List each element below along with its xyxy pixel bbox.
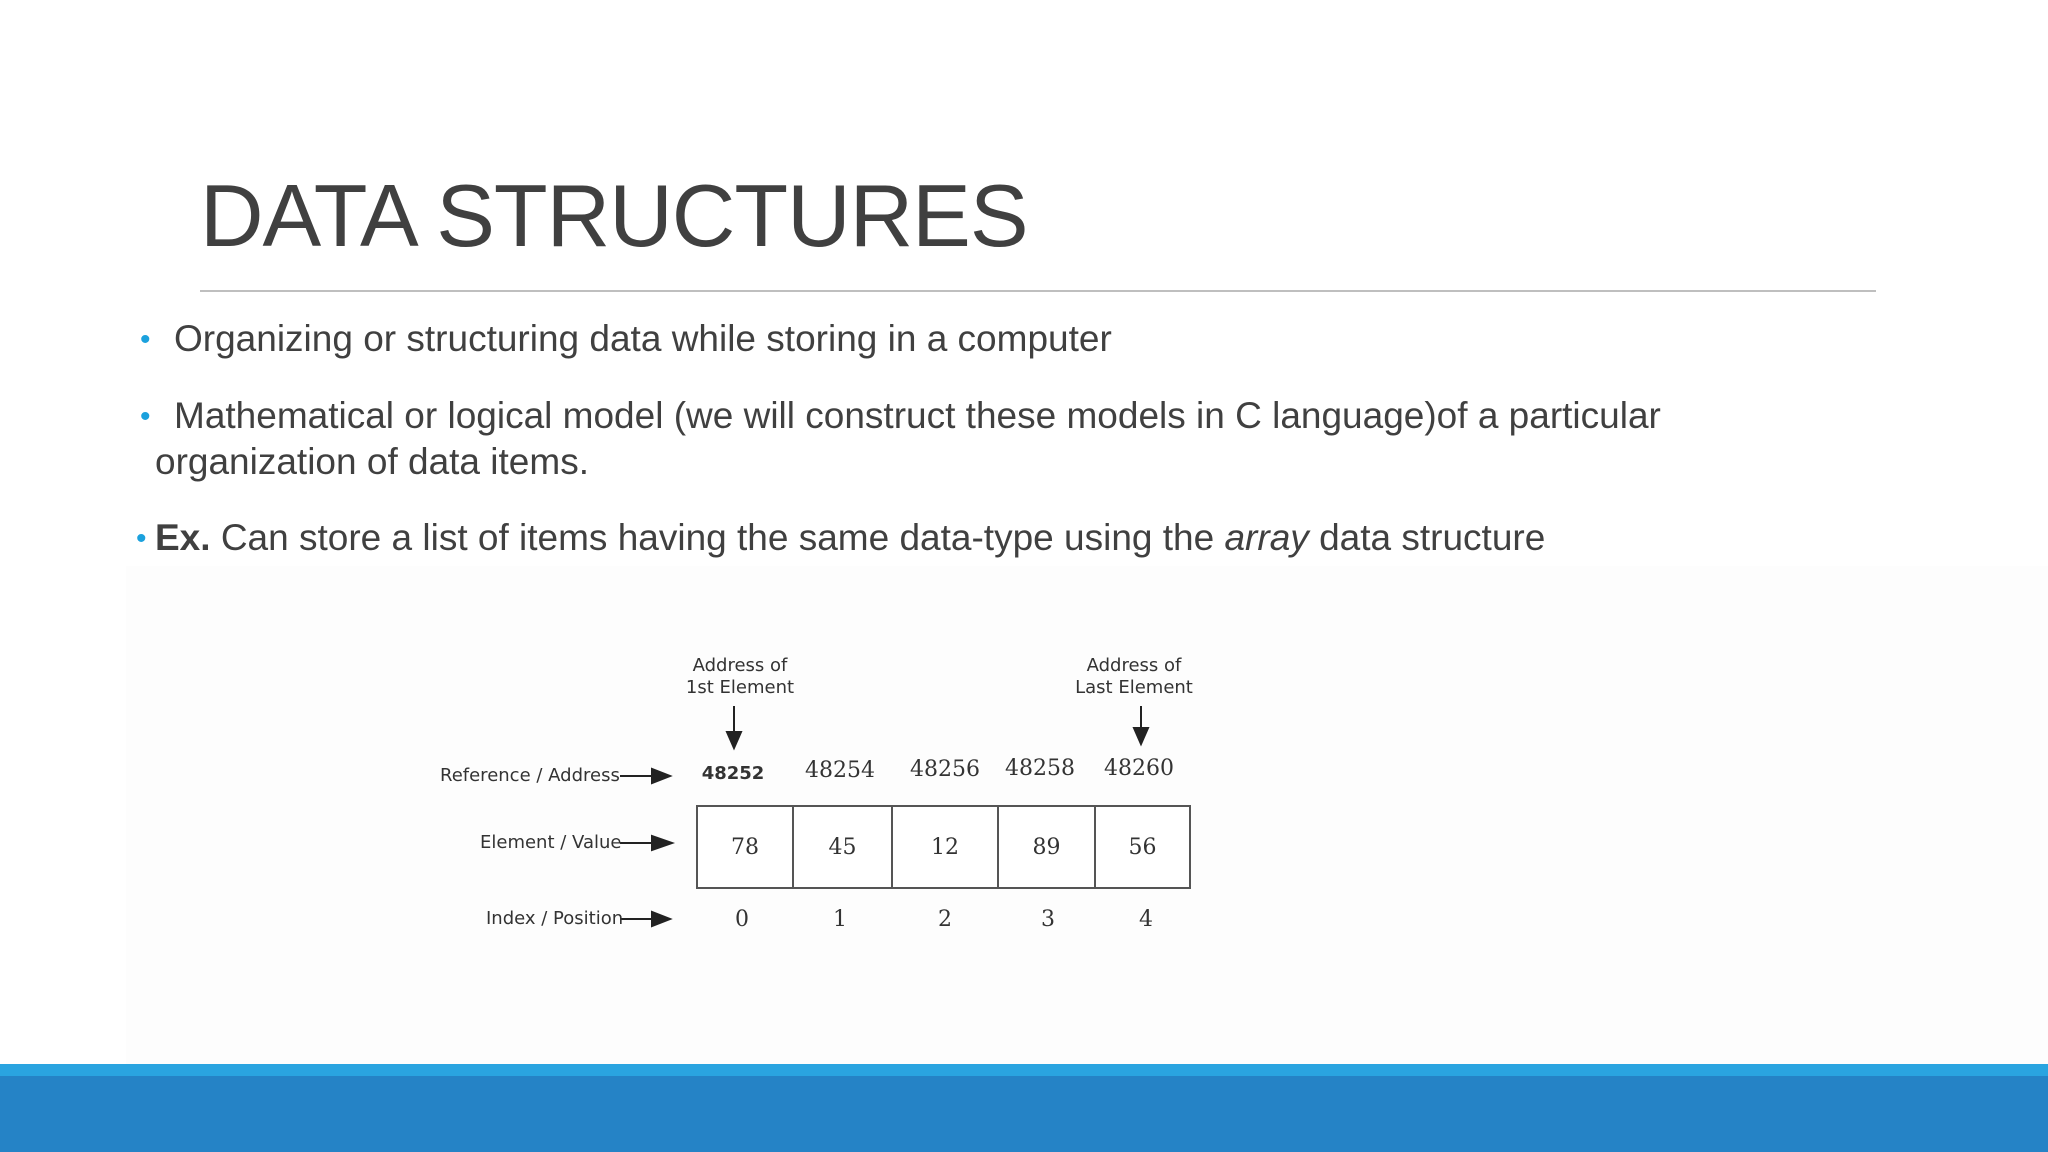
index-row-label: Index / Position xyxy=(486,908,624,929)
address-cell: 48258 xyxy=(1005,756,1075,781)
index-cell: 0 xyxy=(735,907,749,932)
array-cell: 45 xyxy=(792,805,893,889)
right-arrow-icon xyxy=(620,769,670,783)
bullet-2-line-1: Mathematical or logical model (we will construct these models in C language)of a particular xyxy=(174,395,1661,436)
address-row-label: Reference / Address xyxy=(440,765,620,786)
last-element-label-line2: Last Element xyxy=(1075,677,1193,698)
index-cell: 2 xyxy=(938,907,952,932)
array-cell: 78 xyxy=(696,805,794,889)
bullet-dot-icon: • xyxy=(140,323,151,356)
index-cell: 3 xyxy=(1041,907,1055,932)
footer-accent-bar xyxy=(0,1064,2048,1076)
index-cell: 4 xyxy=(1139,907,1153,932)
address-cell: 48252 xyxy=(701,763,765,784)
bullet-3-text-b: data structure xyxy=(1308,517,1546,558)
address-cell: 48254 xyxy=(805,758,875,783)
first-element-label-line2: 1st Element xyxy=(685,677,795,698)
address-cell: 48256 xyxy=(910,757,980,782)
first-element-label-line1: Address of xyxy=(692,655,788,676)
array-cell: 89 xyxy=(997,805,1096,889)
index-cell: 1 xyxy=(833,907,847,932)
bullet-2-line-2: organization of data items. xyxy=(155,441,589,482)
down-arrow-icon xyxy=(727,706,741,748)
bullet-3-italic: array xyxy=(1224,517,1309,558)
bullet-3-prefix: Ex. xyxy=(155,517,211,558)
array-cell: 12 xyxy=(891,805,999,889)
footer-bar xyxy=(0,1076,2048,1152)
bullet-dot-icon: • xyxy=(140,400,151,433)
last-element-label-line1: Address of xyxy=(1086,655,1182,676)
address-cell: 48260 xyxy=(1104,756,1174,781)
bullet-3-text-a: Can store a list of items having the same data-type using the xyxy=(210,517,1225,558)
right-arrow-icon xyxy=(620,912,670,926)
bullet-1: Organizing or structuring data while storing in a computer xyxy=(174,318,1112,359)
array-cell: 56 xyxy=(1094,805,1191,889)
bullet-dot-icon: • xyxy=(136,522,147,555)
right-arrow-icon xyxy=(620,836,672,850)
slide-title: DATA STRUCTURES xyxy=(200,166,1028,265)
value-row-label: Element / Value xyxy=(480,832,622,853)
down-arrow-icon xyxy=(1134,706,1148,744)
